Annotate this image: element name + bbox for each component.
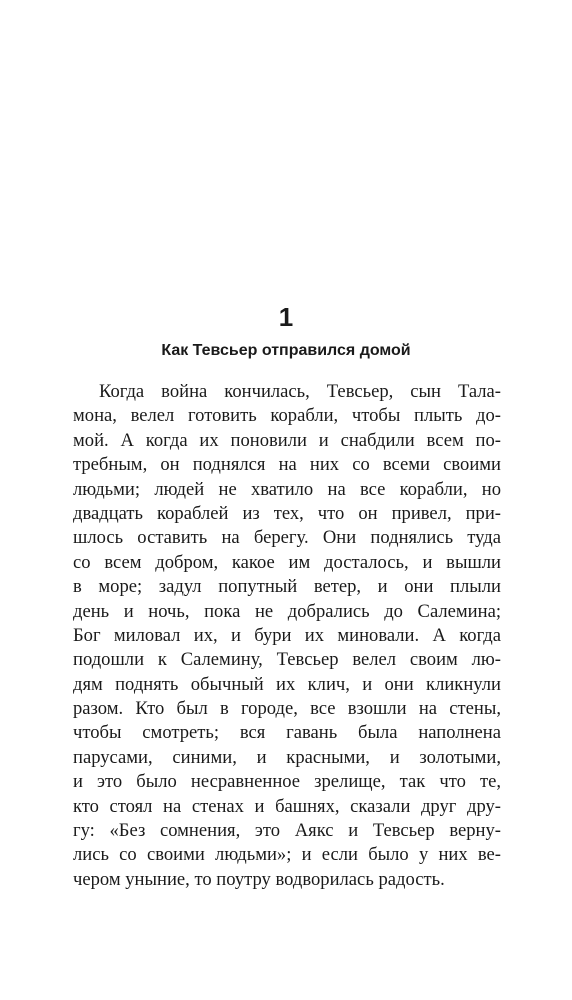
text-line: со всем добром, какое им досталось, и вышли: [73, 551, 501, 573]
chapter-number: 1: [278, 302, 294, 332]
text-line: Когда война кончилась, Тевсьер, сын Тала-: [99, 381, 501, 402]
chapter-title: Как Тевсьер отправился домой: [161, 342, 411, 359]
text-line: парусами, синими, и красными, и золотыми,: [73, 746, 501, 768]
text-line: подошли к Салемину, Тевсьер велел своим лю-: [73, 649, 501, 671]
text-line: в море; задул попутный ветер, и они плыли: [73, 576, 501, 598]
text-line: и это было несравненное зрелище, так что те,: [73, 771, 501, 793]
body-paragraph: [73, 380, 501, 892]
text-line: Бог миловал их, и бури их миновали. А когда: [73, 624, 501, 646]
text-line: кто стоял на стенах и башнях, сказали друг дру-: [73, 795, 501, 817]
text-line: мой. А когда их поновили и снабдили всем по-: [73, 429, 501, 451]
text-line: дям поднять обычный их клич, и они кликнули: [73, 673, 501, 695]
text-line: день и ночь, пока не добрались до Салемина;: [73, 600, 501, 622]
text-line: лись со своими людьми»; и если было у них ве-: [73, 844, 501, 866]
text-line: гу: «Без сомнения, это Аякс и Тевсьер верну-: [73, 820, 501, 842]
text-line: двадцать кораблей из тех, что он привел, при-: [73, 502, 501, 524]
text-line: разом. Кто был в городе, все взошли на стены,: [73, 698, 501, 720]
text-line: людьми; людей не хватило на все корабли, но: [73, 478, 501, 500]
text-line: шлось оставить на берегу. Они поднялись туда: [73, 527, 501, 549]
text-line: чтобы смотреть; вся гавань была наполнена: [73, 722, 501, 744]
text-line: чером уныние, то поутру водворилась радость.: [73, 868, 445, 890]
text-line: мона, велел готовить корабли, чтобы плыть до-: [73, 405, 501, 427]
text-line: требным, он поднялся на них со всеми своими: [73, 454, 501, 476]
